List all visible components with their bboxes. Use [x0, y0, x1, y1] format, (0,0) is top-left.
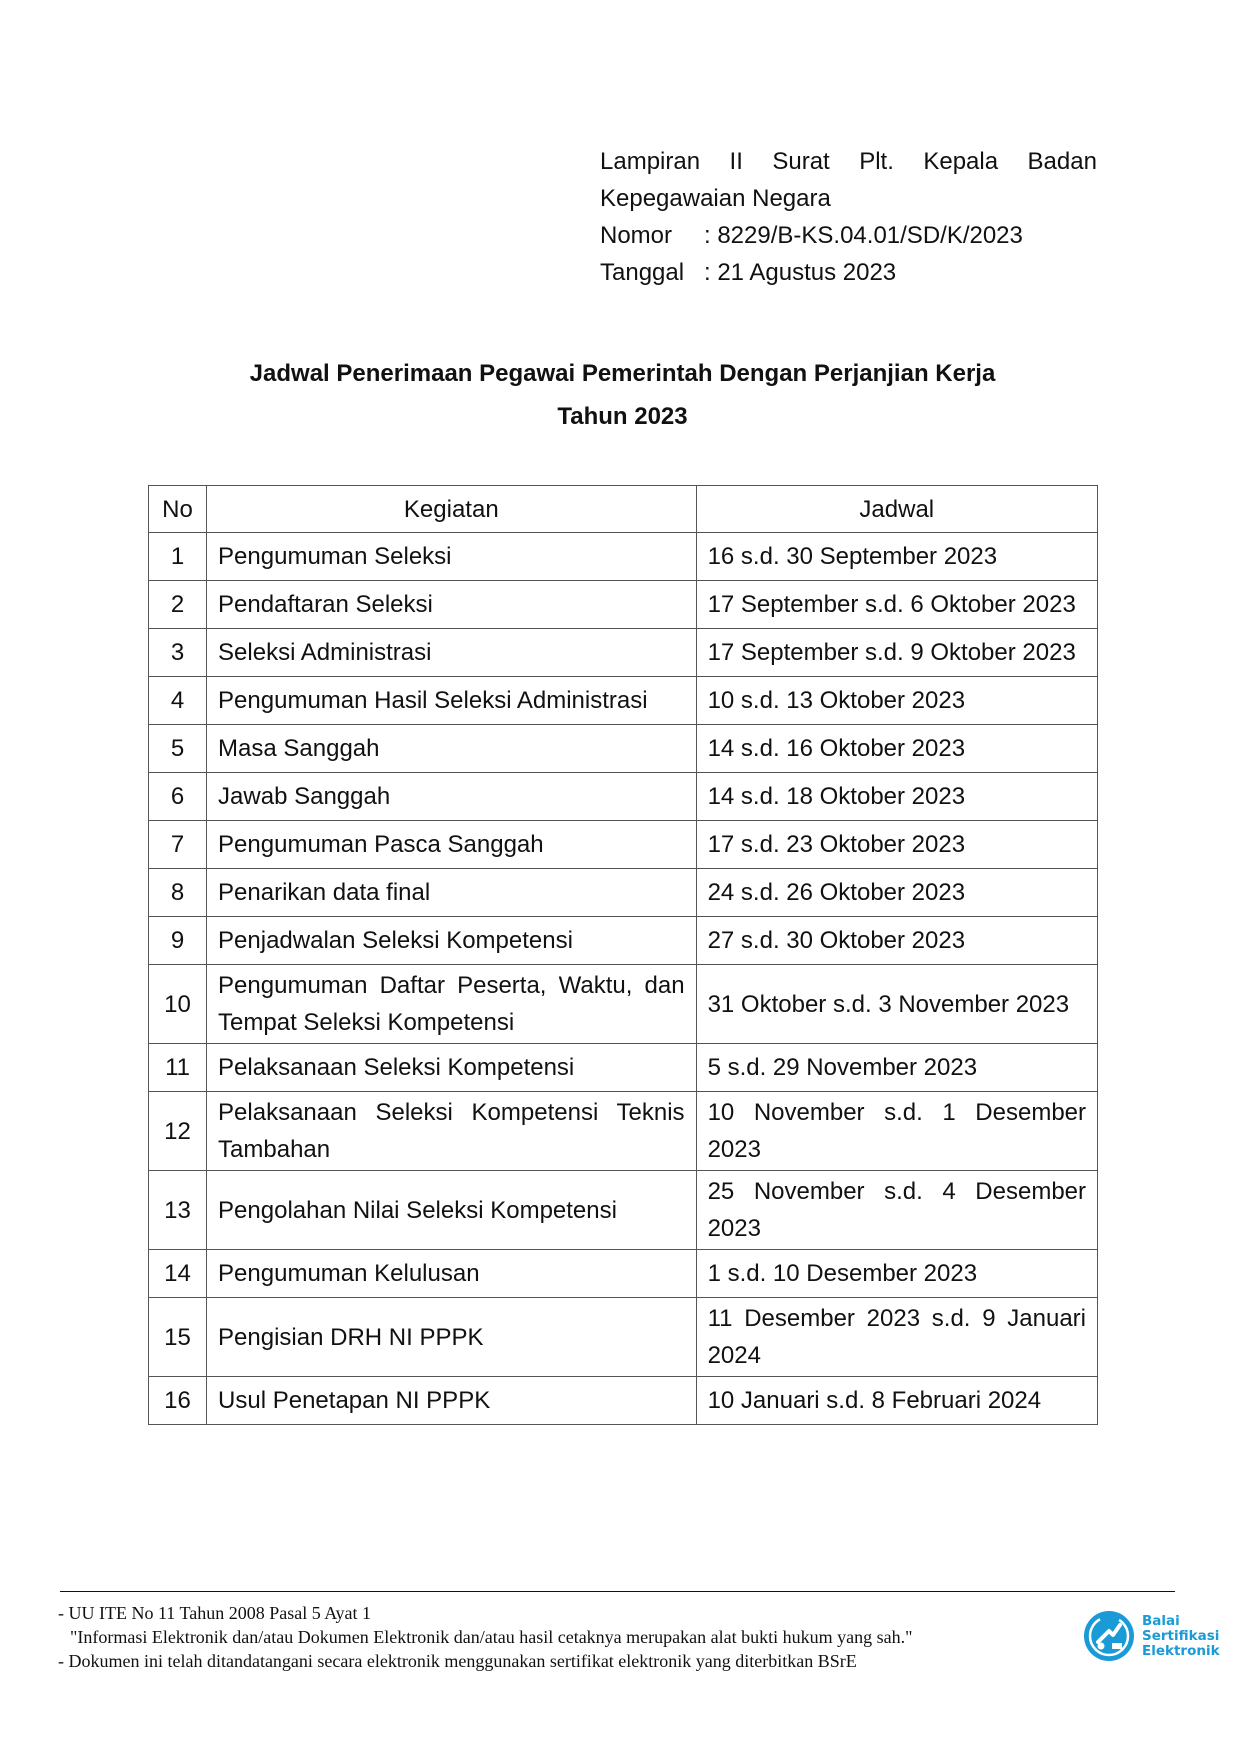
cell-jadwal: 27 s.d. 30 Oktober 2023 — [696, 917, 1097, 965]
cell-jadwal: 11 Desember 2023 s.d. 9 Januari 2024 — [696, 1298, 1097, 1377]
cell-kegiatan: Pelaksanaan Seleksi Kompetensi Teknis Tambahan — [207, 1092, 697, 1171]
cell-jadwal: 16 s.d. 30 September 2023 — [696, 533, 1097, 581]
cell-kegiatan: Pelaksanaan Seleksi Kompetensi — [207, 1044, 697, 1092]
cell-kegiatan: Jawab Sanggah — [207, 773, 697, 821]
table-row — [149, 677, 1098, 725]
cell-kegiatan: Pengisian DRH NI PPPK — [207, 1298, 697, 1377]
cell-no: 4 — [149, 677, 207, 725]
cell-no: 12 — [149, 1092, 207, 1171]
table-row — [149, 1044, 1098, 1092]
nomor-label: Nomor — [600, 222, 673, 249]
cell-jadwal: 10 s.d. 13 Oktober 2023 — [696, 677, 1097, 725]
bsre-logo — [1082, 1606, 1232, 1666]
cell-kegiatan: Usul Penetapan NI PPPK — [207, 1377, 697, 1425]
table-row — [149, 725, 1098, 773]
bsre-word: Balai — [1142, 1612, 1180, 1629]
table-row — [149, 917, 1098, 965]
cell-no: 5 — [149, 725, 207, 773]
bsre-word: Elektronik — [1142, 1642, 1220, 1659]
cell-jadwal: 10 November s.d. 1 Desember 2023 — [696, 1092, 1097, 1171]
table-row — [149, 533, 1098, 581]
attachment-word: Lampiran — [600, 148, 701, 175]
nomor-row — [600, 217, 1097, 254]
attachment-word: Plt. — [859, 148, 894, 175]
footer-law-quote: "Informasi Elektronik dan/atau Dokumen Elektronik dan/atau hasil cetaknya merupakan alat bukti hukum yang sah." — [70, 1627, 913, 1647]
cell-kegiatan: Pengolahan Nilai Seleksi Kompetensi — [207, 1171, 697, 1250]
footer-law-reference: - UU ITE No 11 Tahun 2008 Pasal 5 Ayat 1 — [58, 1603, 372, 1623]
bsre-word: Sertifikasi — [1142, 1627, 1220, 1644]
cell-jadwal: 17 September s.d. 6 Oktober 2023 — [696, 581, 1097, 629]
table-row — [149, 965, 1098, 1044]
attachment-title-line — [600, 143, 1097, 180]
cell-no: 10 — [149, 965, 207, 1044]
cell-jadwal: 31 Oktober s.d. 3 November 2023 — [696, 965, 1097, 1044]
cell-no: 6 — [149, 773, 207, 821]
nomor-value: : 8229/B-KS.04.01/SD/K/2023 — [704, 222, 1023, 249]
cell-jadwal: 14 s.d. 16 Oktober 2023 — [696, 725, 1097, 773]
table-row — [149, 869, 1098, 917]
cell-kegiatan: Pengumuman Hasil Seleksi Administrasi — [207, 677, 697, 725]
attachment-word: Kepala — [923, 148, 999, 175]
table-row — [149, 1377, 1098, 1425]
cell-kegiatan: Penarikan data final — [207, 869, 697, 917]
cell-kegiatan: Pengumuman Pasca Sanggah — [207, 821, 697, 869]
cell-no: 3 — [149, 629, 207, 677]
table-header-row — [149, 486, 1098, 533]
tanggal-row — [600, 254, 1097, 291]
footer-divider — [60, 1591, 1175, 1592]
cell-kegiatan: Penjadwalan Seleksi Kompetensi — [207, 917, 697, 965]
schedule-table — [148, 485, 1098, 1425]
cell-no: 16 — [149, 1377, 207, 1425]
cell-kegiatan: Pengumuman Seleksi — [207, 533, 697, 581]
header-kegiatan: Kegiatan — [207, 486, 697, 533]
letter-reference-block — [600, 143, 1097, 291]
footer-signature-note: - Dokumen ini telah ditandatangani secara elektronik menggunakan sertifikat elektronik yang diterbitkan BSrE — [58, 1651, 857, 1671]
cell-jadwal: 14 s.d. 18 Oktober 2023 — [696, 773, 1097, 821]
attachment-word: Badan — [1027, 148, 1097, 175]
bsre-logo-icon — [1082, 1609, 1136, 1663]
attachment-word: II — [729, 148, 743, 175]
cell-no: 7 — [149, 821, 207, 869]
cell-jadwal: 17 September s.d. 9 Oktober 2023 — [696, 629, 1097, 677]
cell-no: 13 — [149, 1171, 207, 1250]
cell-jadwal: 5 s.d. 29 November 2023 — [696, 1044, 1097, 1092]
cell-kegiatan: Pendaftaran Seleksi — [207, 581, 697, 629]
cell-jadwal: 24 s.d. 26 Oktober 2023 — [696, 869, 1097, 917]
tanggal-label: Tanggal — [600, 259, 685, 286]
table-row — [149, 1250, 1098, 1298]
cell-kegiatan: Seleksi Administrasi — [207, 629, 697, 677]
agency-name: Kepegawaian Negara — [600, 185, 831, 212]
cell-no: 14 — [149, 1250, 207, 1298]
cell-kegiatan: Pengumuman Daftar Peserta, Waktu, dan Tempat Seleksi Kompetensi — [207, 965, 697, 1044]
cell-no: 15 — [149, 1298, 207, 1377]
table-row — [149, 629, 1098, 677]
header-no: No — [149, 486, 207, 533]
table-row — [149, 821, 1098, 869]
table-row — [149, 1298, 1098, 1377]
cell-kegiatan: Masa Sanggah — [207, 725, 697, 773]
table-row — [149, 773, 1098, 821]
cell-no: 1 — [149, 533, 207, 581]
cell-jadwal: 25 November s.d. 4 Desember 2023 — [696, 1171, 1097, 1250]
cell-no: 8 — [149, 869, 207, 917]
title-line-2: Tahun 2023 — [557, 403, 688, 430]
title-line-1: Jadwal Penerimaan Pegawai Pemerintah Dengan Perjanjian Kerja — [249, 360, 996, 387]
header-jadwal: Jadwal — [696, 486, 1097, 533]
bsre-logo-text — [1142, 1614, 1220, 1659]
document-title — [140, 352, 1105, 438]
table-row — [149, 1092, 1098, 1171]
cell-no: 2 — [149, 581, 207, 629]
table-row — [149, 1171, 1098, 1250]
table-row — [149, 581, 1098, 629]
footer-notice — [58, 1601, 1078, 1673]
cell-no: 11 — [149, 1044, 207, 1092]
cell-jadwal: 1 s.d. 10 Desember 2023 — [696, 1250, 1097, 1298]
cell-jadwal: 17 s.d. 23 Oktober 2023 — [696, 821, 1097, 869]
cell-jadwal: 10 Januari s.d. 8 Februari 2024 — [696, 1377, 1097, 1425]
tanggal-value: : 21 Agustus 2023 — [704, 259, 897, 286]
attachment-word: Surat — [772, 148, 830, 175]
cell-kegiatan: Pengumuman Kelulusan — [207, 1250, 697, 1298]
cell-no: 9 — [149, 917, 207, 965]
